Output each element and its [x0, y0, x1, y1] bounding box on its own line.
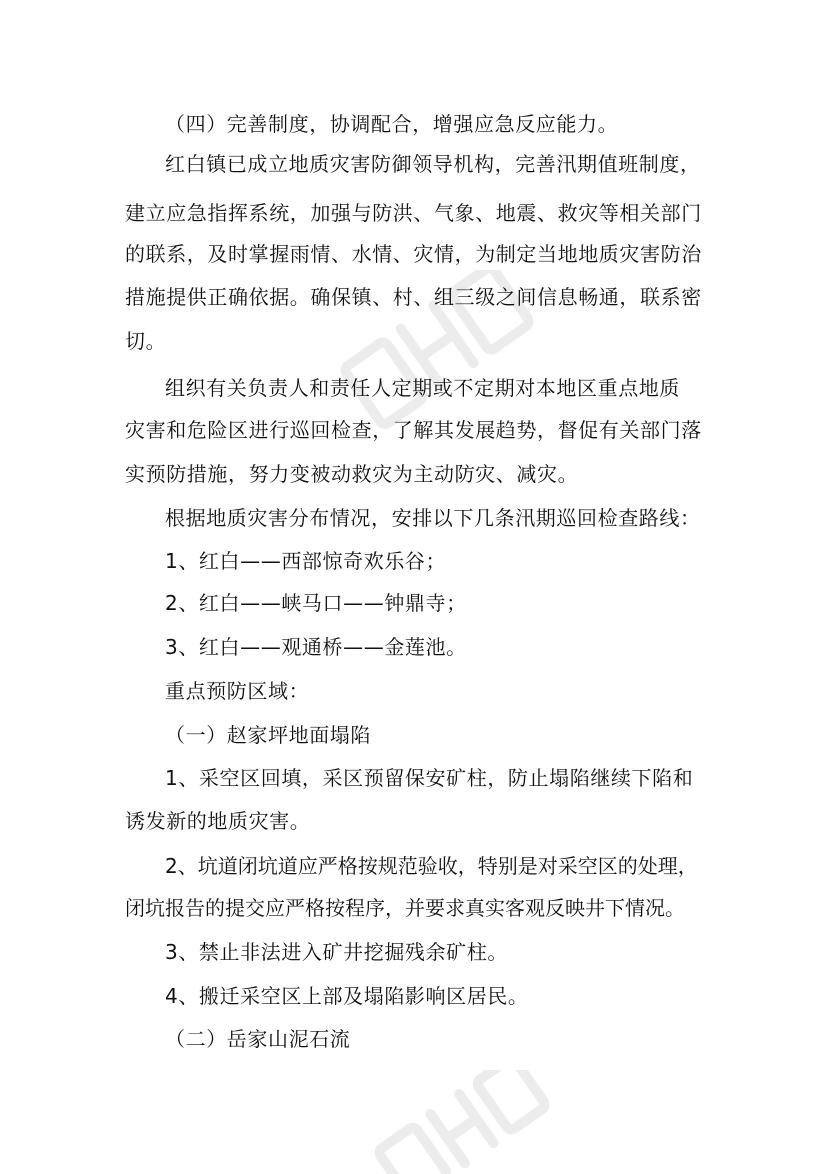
list-item: 1、采空区回填，采区预留保安矿柱，防止塌陷继续下陷和 — [165, 766, 694, 790]
paragraph-line: 实预防措施，努力变被动救灾为主动防灾、减灾。 — [125, 462, 579, 486]
paragraph-line: 建立应急指挥系统，加强与防洪、气象、地震、救灾等相关部门 — [125, 201, 702, 225]
list-item: 4、搬迁采空区上部及塌陷影响区居民。 — [165, 984, 529, 1008]
list-item-continuation: 闭坑报告的提交应严格按程序，并要求真实客观反映井下情况。 — [125, 896, 685, 920]
section-heading-1: （一）赵家坪地面塌陷 — [165, 723, 371, 747]
paragraph-line: 红白镇已成立地质灾害防御领导机构，完善汛期值班制度， — [165, 152, 701, 176]
route-item: 3、红白——观通桥——金莲池。 — [165, 635, 467, 659]
section-heading-4: （四）完善制度，协调配合，增强应急反应能力。 — [165, 112, 619, 136]
section-heading-2: （二）岳家山泥石流 — [165, 1027, 351, 1051]
list-item: 3、禁止非法进入矿井挖掘残余矿柱。 — [165, 940, 508, 964]
paragraph-line: 措施提供正确依据。确保镇、村、组三级之间信息畅通，联系密 — [125, 285, 702, 309]
paragraph-line: 组织有关负责人和责任人定期或不定期对本地区重点地质 — [165, 376, 680, 400]
paragraph-line: 根据地质灾害分布情况，安排以下几条汛期巡回检查路线： — [165, 506, 701, 530]
watermark-logo-lower — [360, 1070, 560, 1174]
route-item: 2、红白——峡马口——钟鼎寺； — [165, 591, 467, 615]
paragraph-line: 切。 — [125, 329, 167, 353]
route-item: 1、红白——西部惊奇欢乐谷； — [165, 549, 447, 573]
list-item-continuation: 诱发新的地质灾害。 — [125, 809, 311, 833]
paragraph-line: 的联系，及时掌握雨情、水情、灾情，为制定当地地质灾害防治 — [125, 242, 702, 266]
list-item: 2、坑道闭坑道应严格按规范验收，特别是对采空区的处理， — [165, 854, 698, 878]
subsection-label: 重点预防区域： — [165, 679, 310, 703]
paragraph-line: 灾害和危险区进行巡回检查，了解其发展趋势，督促有关部门落 — [125, 418, 702, 442]
